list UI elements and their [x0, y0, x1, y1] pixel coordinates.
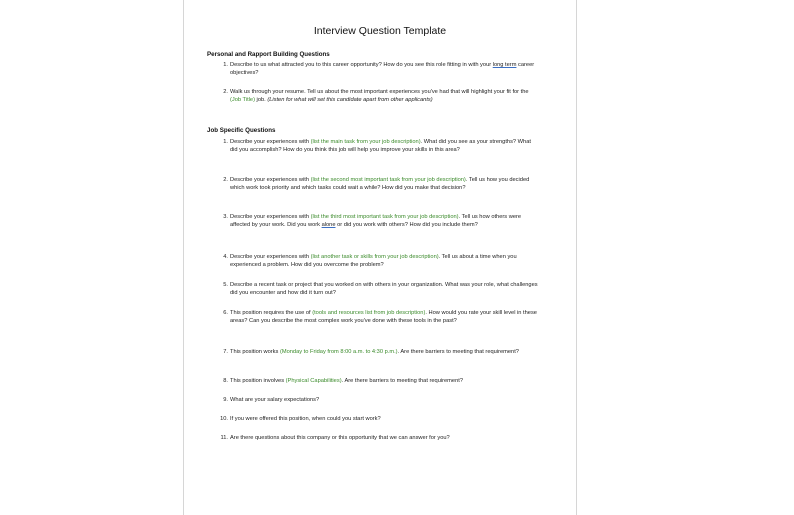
question-text: Describe a recent task or project that you worked on with others in your organization. What was your role, what challenges did you encounter and how did it turn out? [230, 282, 538, 296]
question-text: Describe your experiences with (list another task or skills from your job description). Tell us about a time when you experienced a problem. How did you overcome the problem? [230, 254, 517, 268]
question-text: This position requires the use of (tools and resources list from job description). How would you rate your skill level in these areas? Can you describe the most complex work you've done with these tools in the past? [230, 310, 537, 324]
placeholder-text: (Job Title) [230, 97, 255, 103]
placeholder-text: (list the second most important task from your job description) [310, 177, 466, 183]
question-text: Are there questions about this company or this opportunity that we can answer for you? [230, 435, 450, 441]
question-text: What are your salary expectations? [230, 397, 320, 403]
question-text: This position works (Monday to Friday from 8:00 a.m. to 4:30 p.m.). Are there barriers to meeting that requirement? [230, 349, 519, 355]
question-text: Describe to us what attracted you to this career opportunity? How do you see this role fitting in with your long term career objectives? [230, 62, 535, 76]
placeholder-text: (list the main task from your job description) [310, 139, 421, 145]
question-text: Describe your experiences with (list the main task from your job description). What did you see as your strengths? What did you accomplish? How do you think this job will help you improve your skills in this area? [230, 139, 531, 153]
question-number: 6. [223, 310, 228, 316]
document-page [183, 0, 577, 515]
italic-note: (Listen for what will set this candidate apart from other applicants) [267, 97, 433, 103]
placeholder-text: (list the third most important task from your job description) [310, 214, 459, 220]
question-number: 1. [223, 139, 228, 145]
question-number: 4. [223, 254, 228, 260]
question-number: 1. [223, 62, 228, 68]
spellcheck-word: alone [321, 222, 336, 228]
question-number: 7. [223, 349, 228, 355]
question-number: 11. [220, 435, 228, 441]
question-number: 2. [223, 89, 228, 95]
placeholder-text: (Physical Capabilities) [285, 378, 342, 384]
question-number: 5. [223, 282, 228, 288]
question-number: 3. [223, 214, 228, 220]
placeholder-text: (list another task or skills from your job description) [310, 254, 439, 260]
placeholder-text: (tools and resources list from job description) [312, 310, 426, 316]
question-number: 10. [220, 416, 228, 422]
spellcheck-word: long term [492, 62, 517, 68]
section-heading-personal: Personal and Rapport Building Questions [207, 51, 330, 58]
question-number: 2. [223, 177, 228, 183]
placeholder-text: (Monday to Friday from 8:00 a.m. to 4:30 p.m.) [279, 349, 398, 355]
question-number: 9. [223, 397, 228, 403]
question-text: This position involves (Physical Capabilities). Are there barriers to meeting that requirement? [230, 378, 463, 384]
question-text: Walk us through your resume. Tell us about the most important experiences you've had that will highlight your fit for the (Job Title) job. (Listen for what will set this candidate apart from other applicants) [230, 89, 529, 103]
question-text: If you were offered this position, when could you start work? [230, 416, 381, 422]
document-title: Interview Question Template [313, 25, 447, 37]
section-heading-job-specific: Job Specific Questions [207, 127, 276, 134]
question-text: Describe your experiences with (list the third most important task from your job description). Tell us how others were affected by your work. Did you work alone or did you work with others? How did you include them? [230, 214, 522, 228]
question-number: 8. [223, 378, 228, 384]
question-text: Describe your experiences with (list the second most important task from your job description). Tell us how you decided which work took priority and which tasks could wait a while? How did you make that decision? [230, 177, 530, 191]
